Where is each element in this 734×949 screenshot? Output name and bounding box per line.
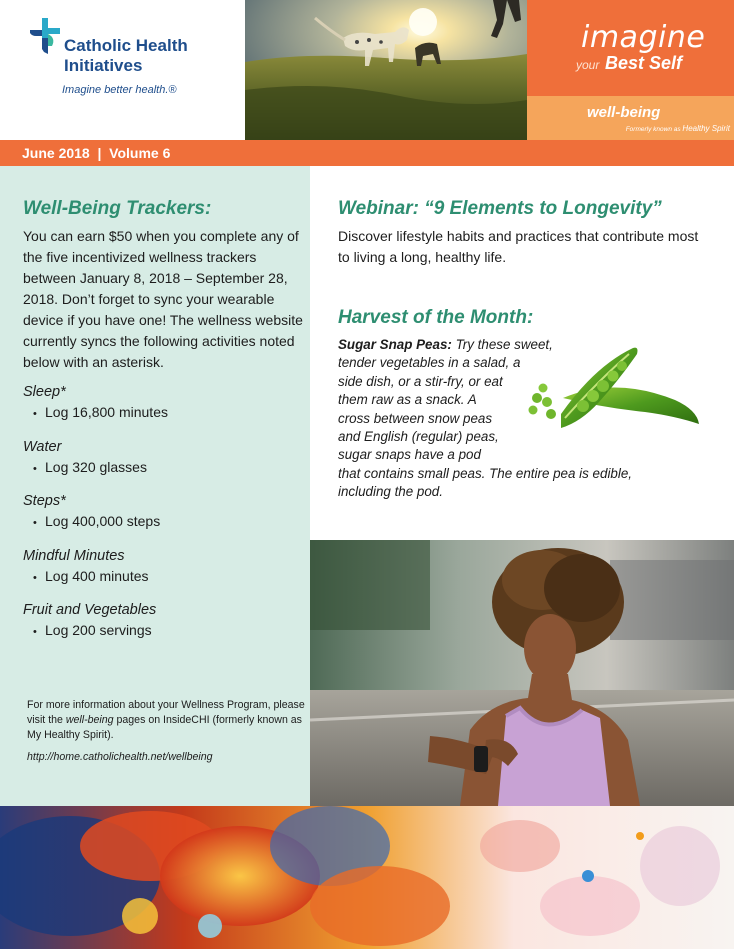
more-info-part2: pages on InsideCHI (formerly known as My Healthy Spirit).: [27, 714, 302, 741]
tracker-goal: [23, 620, 305, 642]
articles-column: [310, 166, 734, 540]
tracker-goal-text: Log 200 servings: [45, 622, 152, 638]
harvest-line: including the pod.: [338, 484, 443, 500]
harvest-line: that contains small peas. The entire pea is edible,: [338, 465, 633, 481]
harvest-title: Harvest of the Month:: [338, 307, 534, 328]
brand-imagine: imagine: [581, 20, 706, 55]
org-tagline: Imagine better health.®: [62, 84, 177, 96]
brand-formerly: [626, 124, 730, 133]
tracker-name: Steps*: [23, 493, 66, 509]
brand-formerly-name: Healthy Spirit: [682, 124, 730, 133]
more-info-part1: For more information about your Wellness Program, please visit the: [27, 699, 305, 726]
harvest-line: cross between snow peas: [338, 410, 493, 426]
more-info-text: [27, 698, 307, 743]
issue-date-bar: [0, 140, 734, 166]
trackers-column: [0, 166, 310, 806]
bullet-icon: •: [33, 462, 37, 475]
harvest-line: and English (regular) peas,: [338, 429, 499, 445]
tracker-goal: [23, 457, 305, 479]
tracker-item: [23, 600, 305, 655]
cross-logo-icon: [28, 16, 62, 56]
harvest-lead: Sugar Snap Peas:: [338, 337, 452, 352]
bullet-icon: •: [33, 408, 37, 420]
harvest-line: side dish, or a stir-fry, or eat: [338, 373, 503, 389]
harvest-line: them raw as a snack. A: [338, 392, 477, 408]
brand-wellbeing: well-being: [587, 104, 661, 121]
chi-logo: [24, 14, 239, 124]
tracker-item: [23, 491, 305, 546]
footer-decorative-art: [0, 806, 734, 949]
newsletter-header: [0, 0, 734, 140]
tracker-item: [23, 382, 305, 437]
tracker-goal-text: Log 400,000 steps: [45, 513, 161, 529]
tracker-goal-text: Log 320 glasses: [45, 458, 147, 475]
harvest-line: Try these sweet,: [451, 337, 553, 352]
bullet-icon: •: [33, 571, 37, 584]
hero-photo-dog-runner: [245, 0, 527, 140]
webinar-body: Discover lifestyle habits and practices that contribute most to living a long, healthy life.: [338, 228, 699, 265]
tracker-name: Mindful Minutes: [23, 547, 125, 564]
webinar-title: Webinar: “9 Elements to Longevity”: [338, 198, 662, 219]
tracker-name: Sleep*: [23, 384, 66, 400]
brand-your: your: [576, 58, 600, 72]
wellbeing-link[interactable]: http://home.catholichealth.net/wellbeing: [27, 751, 213, 763]
trackers-title: Well-Being Trackers:: [23, 198, 212, 219]
tracker-goal: [23, 511, 305, 533]
snap-peas-image: [525, 336, 705, 446]
tracker-goal-text: Log 400 minutes: [45, 567, 149, 584]
bullet-icon: •: [33, 626, 37, 638]
harvest-line: sugar snaps have a pod: [338, 447, 481, 463]
brand-wellbeing-band: [527, 96, 734, 140]
brand-best-self: Best Self: [605, 53, 683, 73]
org-name-line2: Initiatives: [64, 56, 143, 75]
runner-smartwatch-photo: [310, 540, 734, 806]
tracker-goal-text: Log 16,800 minutes: [45, 404, 168, 420]
tracker-item: [23, 546, 305, 601]
tracker-goal: [23, 402, 305, 424]
issue-date: June 2018 | Volume 6: [22, 145, 171, 161]
more-info-wellbeing: well-being: [65, 714, 114, 726]
brand-formerly-label: Formerly known as: [625, 126, 681, 133]
brand-panel: [527, 0, 734, 140]
tracker-goal: [23, 566, 305, 588]
tracker-list: [23, 382, 305, 655]
org-name-line1: Catholic Health: [64, 36, 188, 55]
trackers-body: You can earn $50 when you complete any of the five incentivized wellness trackers between January 8, 2018 – September 28, 2018. Don’t forget to sync your wearable device if you have one! The wellness website currently syncs the following activities noted below with an asterisk.: [23, 228, 303, 370]
tracker-name: Water: [23, 438, 62, 455]
tracker-item: [23, 437, 305, 492]
org-name: [64, 36, 244, 76]
bullet-icon: •: [33, 517, 37, 529]
harvest-line: tender vegetables in a salad, a: [338, 355, 521, 371]
tracker-name: Fruit and Vegetables: [23, 602, 157, 618]
